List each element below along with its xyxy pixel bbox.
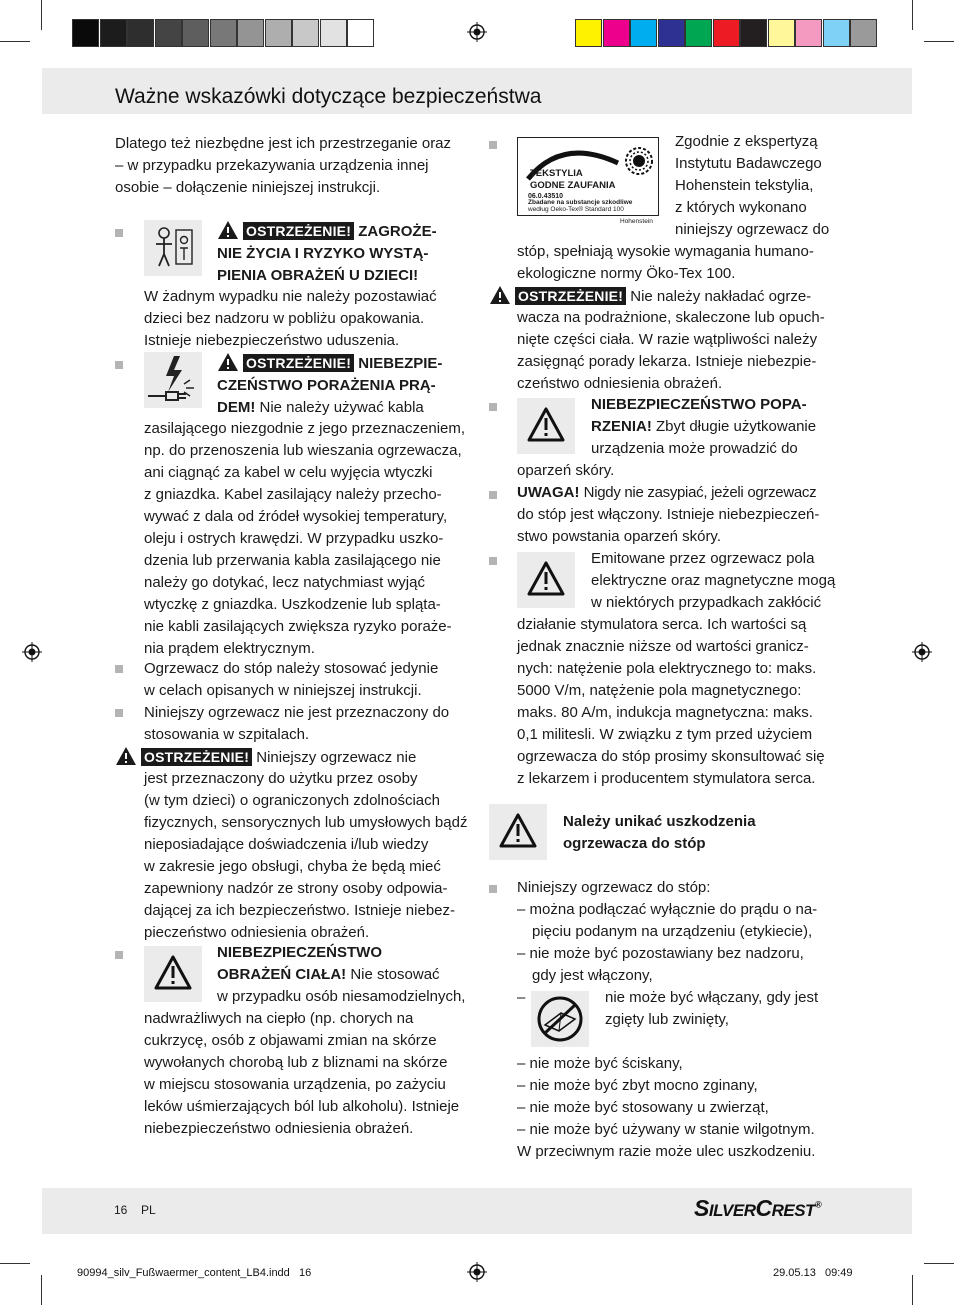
- warning-skin-body: wacza na podrażnione, skaleczone lub opuch- nięte części ciała. W razie wątpliwości należy zasięgnąć porady lekarza. Istnieje niebezpie- czeństwo odniesienia obrażeń.: [517, 309, 825, 392]
- warning-badge: OSTRZEŻENIE!: [243, 222, 354, 240]
- caution-triangle-icon: [489, 804, 547, 860]
- oeko-tex-body: stóp, spełniają wysokie wymagania humano- ekologiczne normy Öko-Tex 100.: [517, 243, 814, 282]
- bullet-icon: [115, 709, 123, 717]
- registration-mark-icon: [467, 1262, 487, 1282]
- warning-triangle-icon: [115, 746, 137, 766]
- warning-injury: NIEBEZPIECZEŃSTWO OBRAŻEŃ CIAŁA! Nie stosować w przypadku osób niesamodzielnych,: [217, 944, 466, 1005]
- crop-mark: [0, 41, 30, 42]
- crop-mark: [924, 41, 954, 42]
- crop-mark: [41, 1275, 42, 1305]
- list-item: – można podłączać wyłącznie do prądu o na- pięciu podanym na urządzeniu (etykiecie), – nie może być pozostawiany bez nadzoru, gdy jest włączony,: [517, 901, 818, 984]
- color-swatch: [575, 19, 602, 47]
- warning-triangle-icon: [217, 352, 239, 372]
- warning-persons-body: jest przeznaczony do użytku przez osoby (w tym dzieci) o ograniczonych zdolnościach fizycznych, sensorycznych lub umysłowych bądź nieposiadające doświadczenia i/lub wiedzy w zakresie jego obsługi, chyba że będą mieć zapewniony nadzór ze strony osoby odpowia- dającej za ich bezpieczeństwo. Istnieje niebez- pieczeństwo odniesienia obrażeń.: [144, 770, 468, 941]
- warning-injury-body: nadwrażliwych na ciepło (np. chorych na cukrzycę, osób z objawami zmian na skórze wywołanych chorobą lub z bliznami na skórze w miejscu stosowania urządzenia, po zażyciu leków uśmierzających ból lub alkoholu). Istnieje niebezpieczeństwo odniesienia obrażeń.: [144, 1010, 460, 1137]
- registration-mark-icon: [22, 642, 42, 662]
- crop-mark: [41, 0, 42, 30]
- caution-triangle-icon: [517, 552, 575, 608]
- crop-mark: [912, 1275, 913, 1305]
- bullet-icon: [489, 557, 497, 565]
- list-dash: –: [517, 989, 526, 1006]
- bullet-icon: [489, 885, 497, 893]
- warning-burns-end: oparzeń skóry.: [517, 462, 615, 479]
- bullet-icon: [115, 951, 123, 959]
- gray-swatch: [347, 19, 374, 47]
- gray-swatch: [100, 19, 127, 47]
- registration-mark-icon: [912, 642, 932, 662]
- oeko-tex-side-text: Zgodnie z ekspertyzą Instytutu Badawczego Hohenstein tekstylia, z których wykonano niniejszy ogrzewacz do: [675, 133, 830, 238]
- no-fold-icon: [531, 991, 589, 1047]
- warning-triangle-icon: [489, 285, 511, 305]
- color-swatch: [630, 19, 657, 47]
- gray-swatch: [237, 19, 264, 47]
- warning-triangle-icon: [217, 220, 239, 240]
- warning-badge: OSTRZEŻENIE!: [515, 287, 626, 305]
- warning-children-body: W żadnym wypadku nie należy pozostawiać dzieci bez nadzoru w pobliżu opakowania. Istnieje niebezpieczeństwo uduszenia.: [144, 288, 437, 349]
- warning-sleep: UWAGA! Nigdy nie zasypiać, jeżeli ogrzewacz do stóp jest włączony. Istnieje niebezpieczeń- stwo powstania oparzeń skóry.: [517, 484, 820, 545]
- print-date: 29.05.13 09:49: [773, 1267, 853, 1279]
- color-swatch: [850, 19, 877, 47]
- caution-triangle-icon: [517, 398, 575, 454]
- crop-mark: [912, 0, 913, 30]
- child-danger-icon: [144, 220, 202, 276]
- color-swatch: [658, 19, 685, 47]
- bullet-icon: [115, 229, 123, 237]
- gray-swatch: [155, 19, 182, 47]
- gray-swatch: [72, 19, 99, 47]
- page-title: Ważne wskazówki dotyczące bezpieczeństwa: [115, 85, 542, 108]
- silvercrest-logo: SILVERCREST®: [694, 1195, 822, 1221]
- list-rest: – nie może być ściskany, – nie może być zbyt mocno zginany, – nie może być stosowany u zwierząt, – nie może być używany w stanie wilgotnym. W przeciwnym razie może ulec uszkodzeniu.: [517, 1055, 816, 1160]
- color-swatch: [740, 19, 767, 47]
- bullet-icon: [115, 665, 123, 673]
- oeko-tex-flower-icon: [622, 144, 656, 178]
- color-swatch: [768, 19, 795, 47]
- gray-swatch: [292, 19, 319, 47]
- bullet-icon: [489, 403, 497, 411]
- warning-persons: OSTRZEŻENIE! Niniejszy ogrzewacz nie: [115, 746, 416, 769]
- bullet-icon: [489, 491, 497, 499]
- pacemaker-body: działanie stymulatora serca. Ich wartości są jednak znacznie niższe od wartości granicz- nych: natężenie pola elektrycznego to: maks. 5000 V/m, natężenie pola magnetycznego: maks. 80 A/m, indukcja magnetyczna: maks. 0,1 militesli. W związku z tym przed użyciem ogrzewacza do stóp prosimy skonsultować się z lekarzem i producentem stymulatora serca.: [517, 616, 825, 787]
- bullet-icon: [115, 361, 123, 369]
- gray-swatch: [210, 19, 237, 47]
- hospital-note: Niniejszy ogrzewacz nie jest przeznaczony do stosowania w szpitalach.: [144, 704, 450, 743]
- oeko-tex-label: TEKSTYLIA GODNE ZAUFANIA 06.0.43510 Zbadane na substancje szkodliwe według Oeko-Tex® Standard 100 Hohenstein: [517, 137, 659, 216]
- pacemaker-side: Emitowane przez ogrzewacz pola elektryczne oraz magnetyczne mogą w niektórych przypadkach zakłócić: [591, 550, 836, 611]
- intro-paragraph: Dlatego też niezbędne jest ich przestrzeganie oraz – w przypadku przekazywania urządzenia innej osobie – dołączenie niniejszej instrukcji.: [115, 135, 452, 196]
- color-swatch: [603, 19, 630, 47]
- color-swatch: [713, 19, 740, 47]
- color-swatch: [685, 19, 712, 47]
- gray-swatch: [320, 19, 347, 47]
- page-number: 16: [114, 1203, 128, 1217]
- warning-burns: NIEBEZPIECZEŃSTWO POPA- RZENIA! Zbyt długie użytkowanie urządzenia może prowadzić do: [591, 396, 817, 457]
- warning-badge: OSTRZEŻENIE!: [141, 748, 252, 766]
- warning-electric: OSTRZEŻENIE! NIEBEZPIE- CZEŃSTWO PORAŻENIA PRĄ- DEM! Nie należy używać kabla: [217, 352, 442, 419]
- damage-list-intro: Niniejszy ogrzewacz do stóp:: [517, 879, 711, 896]
- page-footer: [42, 1188, 912, 1234]
- warning-skin: OSTRZEŻENIE! Nie należy nakładać ogrze-: [489, 285, 811, 308]
- gray-swatch: [182, 19, 209, 47]
- caution-triangle-icon: [144, 946, 202, 1002]
- damage-heading: Należy unikać uszkodzenia ogrzewacza do stóp: [563, 813, 756, 852]
- color-swatch: [823, 19, 850, 47]
- color-swatch: [795, 19, 822, 47]
- crop-mark: [0, 1263, 30, 1264]
- gray-swatch: [127, 19, 154, 47]
- section-header: [42, 68, 912, 114]
- list-item: nie może być włączany, gdy jest zgięty lub zwinięty,: [605, 989, 819, 1028]
- warning-electric-body: zasilającego niezgodnie z jego przeznaczeniem, np. do przenoszenia lub wieszania ogrzewacza, ani ciągnąć za kabel w celu wyjęcia wtyczki z gniazdka. Kabel zasilający należy przecho- wywać z dala od źródeł wysokiej temperatury, oleju i ostrych krawędzi. W przypadku uszko- dzenia lub przerwania kabla zasilającego nie należy go dotykać, lecz natychmiast wyjąć wtyczkę z gniazdka. Uszkodzenie lub spląta- nie kabli zasilających zwiększa ryzyko poraże- nia prądem elektrycznym.: [144, 420, 466, 657]
- electric-shock-icon: [144, 352, 202, 408]
- warning-badge: OSTRZEŻENIE!: [243, 354, 354, 372]
- bullet-icon: [489, 141, 497, 149]
- language-code: PL: [141, 1203, 156, 1217]
- gray-swatch: [265, 19, 292, 47]
- registration-mark-icon: [467, 22, 487, 42]
- warning-children: OSTRZEŻENIE! ZAGROŻE- NIE ŻYCIA I RYZYKO WYSTĄ- PIENIA OBRAŻEŃ U DZIECI!: [217, 220, 437, 287]
- file-info: 90994_silv_Fußwaermer_content_LB4.indd 16: [77, 1267, 312, 1279]
- intended-use: Ogrzewacz do stóp należy stosować jedynie w celach opisanych w niniejszej instrukcji.: [144, 660, 439, 699]
- crop-mark: [924, 1263, 954, 1264]
